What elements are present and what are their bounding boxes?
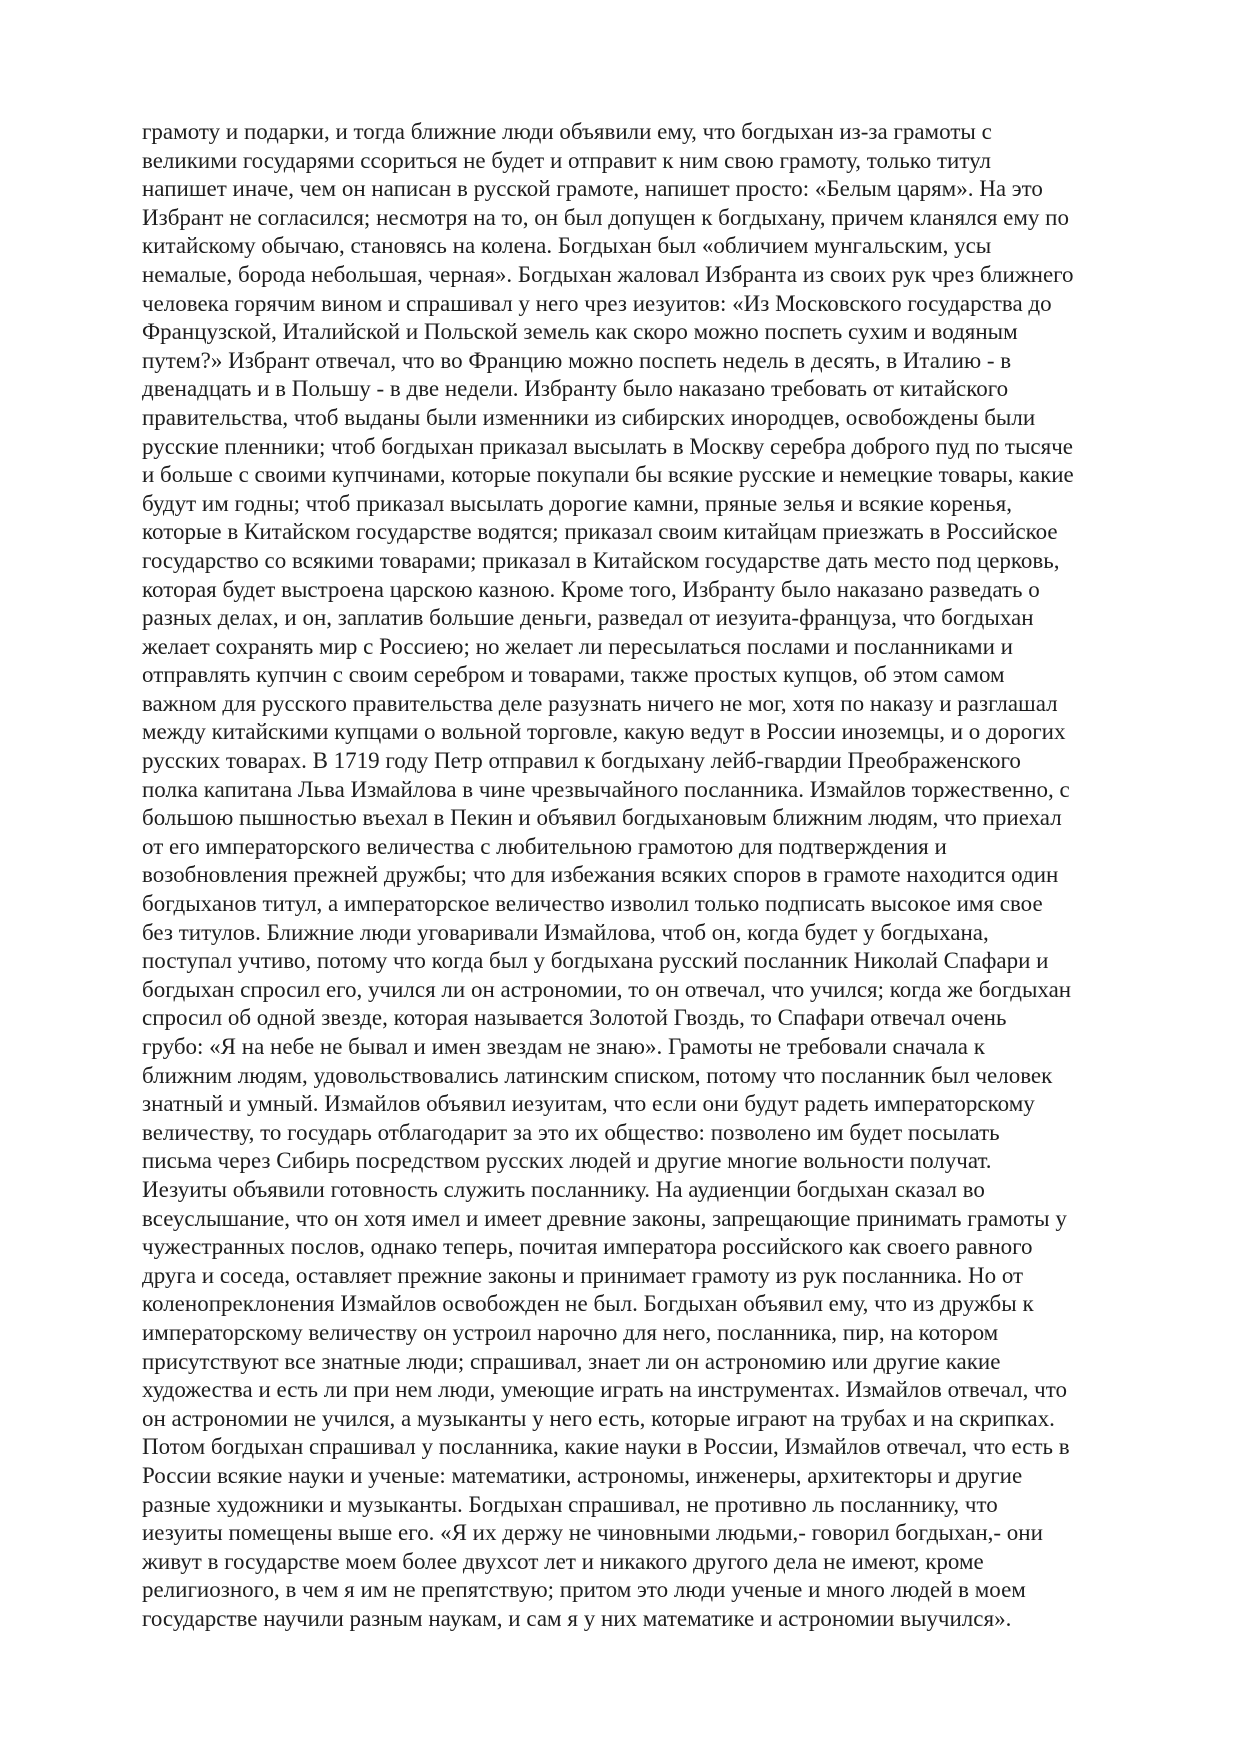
text-line: государство со всякими товарами; приказал в Китайском государстве дать место под церковь,	[142, 547, 1060, 573]
text-line: Французской, Италийской и Польской земель как скоро можно поспеть сухим и водяным	[142, 319, 1018, 345]
text-line: без титулов. Ближние люди уговаривали Измайлова, чтоб он, когда будет у богдыхана,	[142, 919, 989, 945]
text-line: письма через Сибирь посредством русских людей и другие многие вольности получат.	[142, 1148, 992, 1174]
text-line: поступал учтиво, потому что когда был у богдыхана русский посланник Николай Спафари и	[142, 948, 1049, 974]
text-line: России всякие науки и ученые: математики, астрономы, инженеры, архитекторы и другие	[142, 1462, 1023, 1488]
body-text	[142, 118, 1142, 1633]
text-line: чужестранных послов, однако теперь, почитая императора российского как своего равного	[142, 1234, 1033, 1260]
text-line: желает сохранять мир с Россиею; но желает ли пересылаться послами и посланниками и	[142, 633, 1013, 659]
text-line: которые в Китайском государстве водятся; приказал своим китайцам приезжать в Российское	[142, 519, 1058, 545]
text-line: богдыхан спросил его, учился ли он астрономии, то он отвечал, что учился; когда же богдыхан	[142, 976, 1072, 1002]
text-line: важном для русского правительства деле разузнать ничего не мог, хотя по наказу и разглашал	[142, 690, 1058, 716]
text-line: между китайскими купцами о вольной торговле, какую ведут в России иноземцы, и о дорогих	[142, 719, 1066, 745]
text-line: немалые, борода небольшая, черная». Богдыхан жаловал Избранта из своих рук чрез ближнего	[142, 261, 1074, 287]
text-line: императорскому величеству он устроил нарочно для него, посланника, пир, на котором	[142, 1319, 999, 1345]
text-line: государстве научили разным наукам, и сам я у них математике и астрономии выучился».	[142, 1605, 1012, 1631]
text-line: полка капитана Льва Измайлова в чине чрезвычайного посланника. Измайлов торжественно, с	[142, 776, 1070, 802]
text-line: русские пленники; чтоб богдыхан приказал высылать в Москву серебра доброго пуд по тысяче	[142, 433, 1073, 459]
text-line: человека горячим вином и спрашивал у него чрез иезуитов: «Из Московского государства до	[142, 290, 1052, 316]
text-line: великими государями ссориться не будет и отправит к ним свою грамоту, только титул	[142, 147, 992, 173]
text-line: друга и соседа, оставляет прежние законы и принимает грамоту из рук посланника. Но от	[142, 1262, 1024, 1288]
text-line: которая будет выстроена царскою казною. Кроме того, Избранту было наказано разведать о	[142, 576, 1040, 602]
text-line: живут в государстве моем более двухсот лет и никакого другого дела не имеют, кроме	[142, 1548, 984, 1574]
text-line: правительства, чтоб выданы были изменники из сибирских инородцев, освобождены были	[142, 404, 1036, 430]
text-line: иезуиты помещены выше его. «Я их держу не чиновными людьми,- говорил богдыхан,- они	[142, 1520, 1043, 1546]
text-line: большою пышностью въехал в Пекин и объявил богдыхановым ближним людям, что приехал	[142, 805, 1062, 831]
text-line: русских товарах. В 1719 году Петр отправил к богдыхану лейб-гвардии Преображенского	[142, 748, 1021, 774]
text-line: Потом богдыхан спрашивал у посланника, какие науки в России, Измайлов отвечал, что есть в	[142, 1434, 1070, 1460]
text-line: он астрономии не учился, а музыканты у него есть, которые играют на трубах и на скрипках.	[142, 1405, 1055, 1431]
text-line: всеуслышание, что он хотя имел и имеет древние законы, запрещающие принимать грамоты у	[142, 1205, 1067, 1231]
text-line: от его императорского величества с любительною грамотою для подтверждения и	[142, 833, 947, 859]
text-line: ближним людям, удовольствовались латинским списком, потому что посланник был человек	[142, 1062, 1053, 1088]
text-line: грубо: «Я на небе не бывал и имен звездам не знаю». Грамоты не требовали сначала к	[142, 1034, 985, 1059]
text-line: путем?» Избрант отвечал, что во Францию можно поспеть недель в десять, в Италию - в	[142, 347, 1012, 373]
text-line: величеству, то государь отблагодарит за это их общество: позволено им будет посылать	[142, 1119, 1000, 1145]
text-line: разные художники и музыканты. Богдыхан спрашивал, не противно ль посланнику, что	[142, 1491, 998, 1517]
text-line: религиозного, в чем я им не препятствую; притом это люди ученые и много людей в моем	[142, 1577, 1026, 1603]
text-line: и больше с своими купчинами, которые покупали бы всякие русские и немецкие товары, какие	[142, 462, 1074, 488]
text-line: возобновления прежней дружбы; что для избежания всяких споров в грамоте находится один	[142, 862, 1059, 888]
text-line: богдыханов титул, а императорское величество изволил только подписать высокое имя свое	[142, 891, 1043, 917]
text-line: коленопреклонения Измайлов освобожден не был. Богдыхан объявил ему, что из дружбы к	[142, 1291, 1034, 1317]
text-line: спросил об одной звезде, которая называется Золотой Гвоздь, то Спафари отвечал очень	[142, 1005, 1007, 1031]
text-line: будут им годны; чтоб приказал высылать дорогие камни, пряные зелья и всякие коренья,	[142, 490, 1012, 516]
text-line: китайскому обычаю, становясь на колена. Богдыхан был «обличием мунгальским, усы	[142, 233, 992, 259]
text-line: напишет иначе, чем он написан в русской грамоте, напишет просто: «Белым царям». На это	[142, 176, 1043, 202]
text-line: знатный и умный. Измайлов объявил иезуитам, что если они будут радеть императорскому	[142, 1091, 1035, 1117]
text-line: присутствуют все знатные люди; спрашивал, знает ли он астрономию или другие какие	[142, 1348, 1001, 1374]
text-line: Иезуиты объявили готовность служить посланнику. На аудиенции богдыхан сказал во	[142, 1176, 985, 1202]
text-line: отправлять купчин с своим серебром и товарами, также простых купцов, об этом самом	[142, 662, 1005, 688]
text-line: Избрант не согласился; несмотря на то, он был допущен к богдыхану, причем кланялся ему по	[142, 204, 1069, 230]
text-line: двенадцать и в Польшу - в две недели. Избранту было наказано требовать от китайского	[142, 376, 1009, 402]
text-line: разных делах, и он, заплатив большие деньги, разведал от иезуита-француза, что богдыхан	[142, 605, 1034, 631]
text-line: художества и есть ли при нем люди, умеющие играть на инструментах. Измайлов отвечал, что	[142, 1377, 1067, 1403]
text-line: грамоту и подарки, и тогда ближние люди объявили ему, что богдыхан из-за грамоты с	[142, 119, 992, 144]
